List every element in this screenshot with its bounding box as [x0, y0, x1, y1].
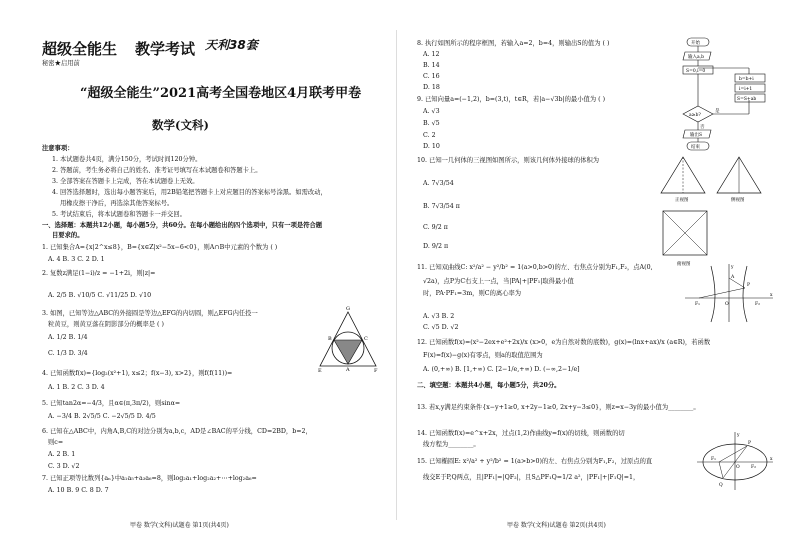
label-y: y — [737, 433, 740, 438]
right-column — [397, 0, 794, 543]
option-line: B. 14 — [423, 62, 440, 69]
question-line: 1. 已知集合A={x|2^x≤8}，B={x∈Z|x²−5x−6<0}，则A∩B中元素的个数为 ( ) — [42, 244, 278, 251]
brand-logo-1: 超级全能生 — [42, 40, 118, 58]
question-line: 8. 执行如图所示的程序框图，若输入a=2，b=4，则输出S的值为 ( ) — [417, 40, 610, 47]
flow-step3-label: S=S+ab — [737, 97, 757, 102]
question-line: 线交E于P,Q两点，且|PF₁|=|QF₂|，且S△PF₁Q=1/2 a²，|PF₁|+|F₁Q|=1， — [423, 474, 640, 481]
figure-triangle-circle — [318, 306, 378, 374]
notice-item: 5. 考试结束后，将本试题卷和答题卡一并交回。 — [52, 211, 186, 218]
option-line: A. −3/4 B. 2√5/5 C. −2√5/5 D. 4/5 — [48, 413, 156, 420]
question-line: F(x)=f(x)−g(x)有零点，则a的取值范围为 — [423, 352, 543, 359]
secret-label: 秘密★启用前 — [42, 60, 80, 67]
flow-step2-label: i=i+1 — [739, 87, 753, 92]
figure-three-views — [659, 155, 769, 275]
flow-yes: 是 — [715, 109, 720, 114]
question-line: 4. 已知函数f(x)={log₂(x²+1), x≤2；f(x−3), x>2}，则f(f(11))= — [42, 370, 233, 377]
hyperbola-left — [711, 266, 715, 322]
notice-item: 用橡皮擦干净后，再选涂其他答案标号。 — [60, 200, 174, 207]
label-f2: F₂ — [755, 302, 760, 307]
flow-output-label: 输出S — [690, 133, 703, 138]
exam-title: “超级全能生”2021高考全国卷地区4月联考甲卷 — [80, 86, 362, 101]
hyperbola-right — [743, 266, 747, 322]
question-line: 5. 已知tan2α=−4/3，且α∈(π,3π/2)，则sinα= — [42, 400, 181, 407]
exam-subject: 数学(文科) — [152, 118, 209, 132]
label-q: Q — [719, 483, 723, 488]
flow-decision-label: a≥b? — [689, 113, 701, 118]
option-line: B. 7√3/54 π — [423, 203, 460, 210]
notice-item: 2. 答题前，考生务必将自己的姓名、准考证号填写在本试题卷和答题卡上。 — [52, 167, 262, 174]
label-c: C — [364, 336, 368, 342]
question-line: 6. 已知在△ABC中，内角A,B,C的对边分别为a,b,c，AD是∠BAC的平分线，CD=2BD，b=2， — [42, 428, 312, 435]
question-line: 7. 已知正项等比数列{aₙ}中a₁a₅+a₃a₆=8，则log₂a₁+log₂a₂+⋯+log₂a₆= — [42, 475, 257, 482]
segment-f1p — [719, 446, 747, 462]
figure-ellipse — [697, 430, 775, 492]
notice-item: 3. 全部答案在答题卡上完成，答在本试题卷上无效。 — [52, 178, 199, 185]
option-line: A. 1/2 B. 1/4 — [48, 334, 88, 341]
option-line: A. √3 — [423, 108, 440, 115]
segment-pf1 — [699, 288, 745, 298]
label-x: x — [770, 293, 773, 298]
option-line: A. 2/5 B. √10/5 C. √11/25 D. √10 — [48, 292, 152, 299]
question-line: √2a)，点P为C右支上一点，当|PA|+|PF₁|取得最小值 — [423, 278, 574, 285]
question-line: 10. 已知一几何体的三视图如图所示，则该几何体外接球的体积为 — [417, 157, 600, 164]
option-line: A. 10 B. 9 C. 8 D. 7 — [48, 487, 109, 494]
footer-left: 甲卷 数学(文科)试题卷 第1页(共4页) — [130, 522, 229, 529]
front-view-label: 正视图 — [675, 198, 689, 203]
label-a: A — [731, 275, 735, 280]
footer-right: 甲卷 数学(文科)试题卷 第2页(共4页) — [507, 522, 606, 529]
question-line: 11. 已知双曲线C: x²/a² − y²/b² = 1(a>0,b>0)的左、右焦点分别为F₁,F₂，点A(0, — [417, 264, 653, 271]
question-line: 9. 已知向量a=(−1,2)，b=(3,t)，t∈R，若|a−√3b|的最小值为 ( ) — [417, 96, 606, 103]
notice-item: 4. 回答选择题时，选出每小题答案后，用2B铅笔把答题卡上对应题目的答案标号涂黑。如需改动， — [52, 189, 327, 196]
label-p: P — [747, 283, 751, 288]
question-line: 3. 如图，已知等边△ABC的外接圆是等边△EFG的内切圆，则△EFG内任投一 — [42, 310, 258, 317]
question-line: 13. 若x,y满足约束条件{x−y+1≥0, x+2y−1≥0, 2x+y−3≤0}，则z=x−3y的最小值为________。 — [417, 404, 700, 411]
top-view-label: 俯视图 — [677, 262, 691, 267]
label-f2: F₂ — [751, 465, 756, 470]
label-o: O — [736, 465, 740, 470]
flow-start-label: 开始 — [691, 41, 700, 46]
section1-heading: 一、选择题：本题共12小题，每小题5分，共60分。在每小题给出的四个选项中，只有一项是符合题 — [42, 222, 323, 229]
segment-f1q — [719, 462, 723, 478]
option-line: C. 1/3 D. 3/4 — [48, 350, 88, 357]
section2-heading: 二、填空题：本题共4小题，每小题5分，共20分。 — [417, 382, 561, 389]
figure-flowchart — [679, 38, 774, 150]
option-line: A. (0,+∞) B. [1,+∞) C. [2−1/e,+∞) D. (−∞,2−1/e] — [423, 366, 580, 373]
side-view-label: 侧视图 — [731, 198, 745, 203]
option-line: D. 9/2 π — [423, 243, 449, 250]
figure-hyperbola — [685, 262, 775, 324]
flow-init-label: S=0,i=0 — [686, 69, 706, 74]
option-line: A. 7√3/54 — [423, 180, 454, 187]
option-line: B. √5 — [423, 120, 440, 127]
flow-end-label: 结束 — [691, 145, 700, 150]
question-line: 2. 复数z满足(1−i)/z = −1+2i，则|z|= — [42, 270, 156, 277]
question-line: 粒黄豆，则黄豆落在阴影部分的概率是 ( ) — [48, 321, 164, 328]
section1-heading-cont: 目要求的。 — [52, 232, 84, 239]
flow-step1-label: b=b+i — [739, 77, 754, 82]
option-line: A. 1 B. 2 C. 3 D. 4 — [48, 384, 105, 391]
option-line: C. 2 — [423, 132, 436, 139]
option-line: D. 10 — [423, 143, 440, 150]
label-o: O — [725, 302, 729, 307]
question-line: 线方程为________。 — [423, 441, 480, 448]
option-line: C. 9/2 π — [423, 224, 448, 231]
label-a: A — [346, 367, 350, 373]
option-line: A. √3 B. 2 — [423, 313, 455, 320]
flow-input-label: 输入a,b — [688, 55, 704, 60]
label-f1: F₁ — [695, 302, 700, 307]
option-line: C. 16 — [423, 73, 440, 80]
label-b: B — [328, 336, 332, 342]
brand-logo-2: 教学考试 — [135, 40, 196, 58]
flow-no: 否 — [700, 125, 705, 130]
option-line: C. 3 D. √2 — [48, 463, 80, 470]
question-line: 14. 已知函数f(x)=e^x+2x，过点(1,2)作曲线y=f(x)的切线，则函数的切 — [417, 430, 625, 437]
option-line: A. 2 B. 1 — [48, 451, 76, 458]
label-f: F — [374, 368, 378, 374]
label-y: y — [731, 265, 734, 270]
option-line: A. 12 — [423, 51, 440, 58]
label-x: x — [770, 457, 773, 462]
label-g: G — [346, 306, 350, 312]
option-line: D. 18 — [423, 84, 440, 91]
label-p: P — [748, 441, 752, 446]
option-line: A. 4 B. 3 C. 2 D. 1 — [48, 256, 105, 263]
notice-heading: 注意事项： — [42, 145, 74, 152]
label-e: E — [318, 368, 322, 374]
label-f1: F₁ — [711, 457, 716, 462]
question-line: 12. 已知函数f(x)=(x²−2ex+e²+2x)/x (x>0，e为自然对数的底数)，g(x)=(lnx+ax)/x (a∈R)，若函数 — [417, 339, 711, 346]
notice-item: 1. 本试题卷共4页，满分150分，考试时间120分钟。 — [52, 156, 202, 163]
option-line: C. √5 D. √2 — [423, 324, 459, 331]
question-line: 则c= — [48, 439, 64, 446]
question-line: 15. 已知椭圆E: x²/a² + y²/b² = 1(a>b>0)的左、右焦点分别为F₁,F₂，过原点的直 — [417, 458, 653, 465]
question-line: 时，PA·PF₁=3m，则C的离心率为 — [423, 290, 522, 297]
brand-logo-3: 天利38套 — [205, 38, 258, 52]
